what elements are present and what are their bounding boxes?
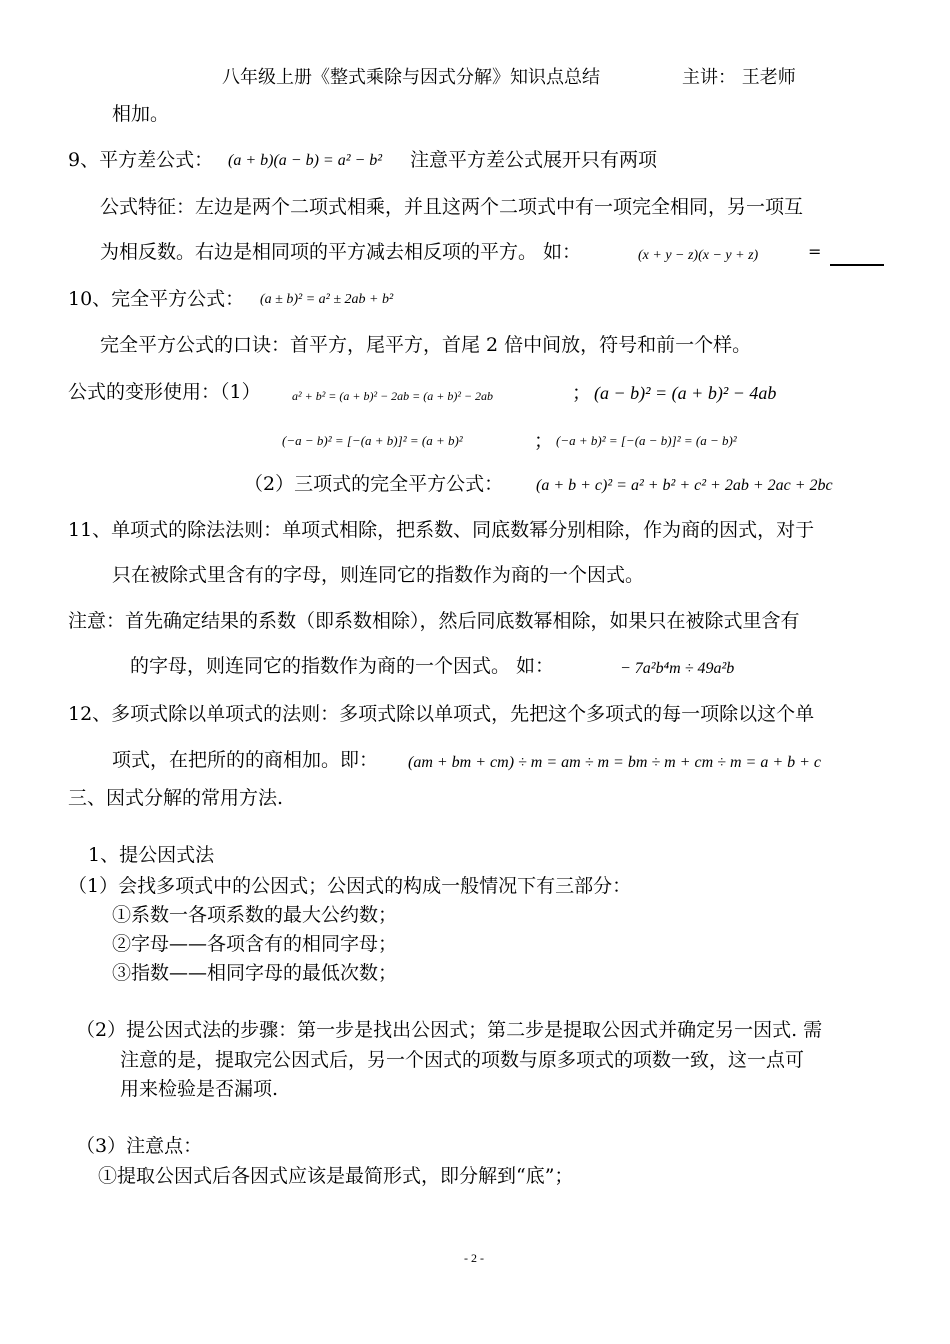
method1-point1: （1）会找多项式中的公因式；公因式的构成一般情况下有三部分： (68, 875, 632, 897)
item10-label: 10、完全平方公式： (68, 288, 245, 310)
section3-heading: 三、因式分解的常用方法. (68, 787, 284, 809)
item9-example: (x + y − z)(x − y + z) (638, 248, 759, 263)
variation-formula-2: (a − b)² = (a + b)² − 4ab (594, 383, 777, 403)
note-line1: 注意：首先确定结果的系数（即系数相除），然后同底数幂相除，如果只在被除式里含有 (68, 610, 800, 632)
method1-point1c: ③指数——相同字母的最低次数； (112, 962, 398, 984)
answer-blank (830, 246, 884, 266)
item9-feature-line2: 为相反数。右边是相同项的平方减去相反项的平方。 如： (100, 241, 582, 263)
item11-line1: 11、单项式的除法法则：单项式相除，把系数、同底数幂分别相除，作为商的因式，对于 (68, 519, 815, 541)
method1-point2-line2: 注意的是，提取完公因式后，另一个因式的项数与原多项式的项数一致，这一点可 (120, 1049, 805, 1071)
item12-line2: 项式，在把所的的商相加。即： (112, 749, 379, 771)
item11-line2: 只在被除式里含有的字母，则连同它的指数作为商的一个因式。 (112, 564, 645, 586)
item9-feature-line1: 公式特征：左边是两个二项式相乘，并且这两个二项式中有一项完全相同，另一项互 (100, 196, 804, 218)
item9-label: 9、平方差公式： (68, 149, 214, 171)
document-title: 八年级上册《整式乘除与因式分解》知识点总结 (222, 67, 600, 88)
page-number: - 2 - (464, 1251, 484, 1265)
trinomial-square-formula: (a + b + c)² = a² + b² + c² + 2ab + 2ac + 2bc (536, 477, 833, 494)
method1-point1b: ②字母——各项含有的相同字母； (112, 933, 398, 955)
variation-separator-1: ； (572, 382, 592, 404)
item9-equals: = (808, 242, 822, 261)
item9-note: 注意平方差公式展开只有两项 (410, 149, 658, 171)
polynomial-division-formula: (am + bm + cm) ÷ m = am ÷ m = bm ÷ m + cm ÷ m = a + b + c (408, 754, 822, 771)
method1-point1a: ①系数一各项系数的最大公约数； (112, 904, 398, 926)
continuation-text: 相加。 (112, 103, 170, 125)
method1-point3: （3）注意点： (76, 1135, 203, 1157)
speaker-label: 主讲： 王老师 (682, 67, 796, 88)
method1-point2-line1: （2）提公因式法的步骤：第一步是找出公因式；第二步是提取公因式并确定另一因式. 需 (76, 1019, 823, 1041)
variation-formula-3: (−a − b)² = [−(a + b)]² = (a + b)² (282, 433, 463, 448)
item10-rhyme: 完全平方公式的口诀：首平方，尾平方，首尾 2 倍中间放，符号和前一个样。 (100, 334, 752, 356)
difference-of-squares-formula: (a + b)(a − b) = a² − b² (228, 152, 383, 169)
variation-formula-1: a² + b² = (a + b)² − 2ab = (a + b)² − 2ab (292, 389, 494, 403)
perfect-square-formula: (a ± b)² = a² ± 2ab + b² (260, 292, 394, 307)
variation-formula-4: (−a + b)² = [−(a − b)]² = (a − b)² (556, 433, 737, 448)
method1-point2-line3: 用来检验是否漏项. (120, 1078, 279, 1100)
note-line2: 的字母，则连同它的指数作为商的一个因式。 如： (130, 655, 555, 677)
item12-line1: 12、多项式除以单项式的法则：多项式除以单项式，先把这个多项式的每一项除以这个单 (68, 703, 815, 725)
method1-heading: 1、提公因式法 (88, 844, 215, 866)
item10-variation-label: 公式的变形使用：（1） (68, 381, 261, 403)
method1-point3a: ①提取公因式后各因式应该是最简形式，即分解到“底”； (98, 1165, 574, 1187)
trinomial-square-label: （2）三项式的完全平方公式： (244, 473, 504, 495)
note-example: − 7a²b⁴m ÷ 49a²b (620, 660, 735, 677)
variation-separator-2: ； (534, 430, 554, 452)
